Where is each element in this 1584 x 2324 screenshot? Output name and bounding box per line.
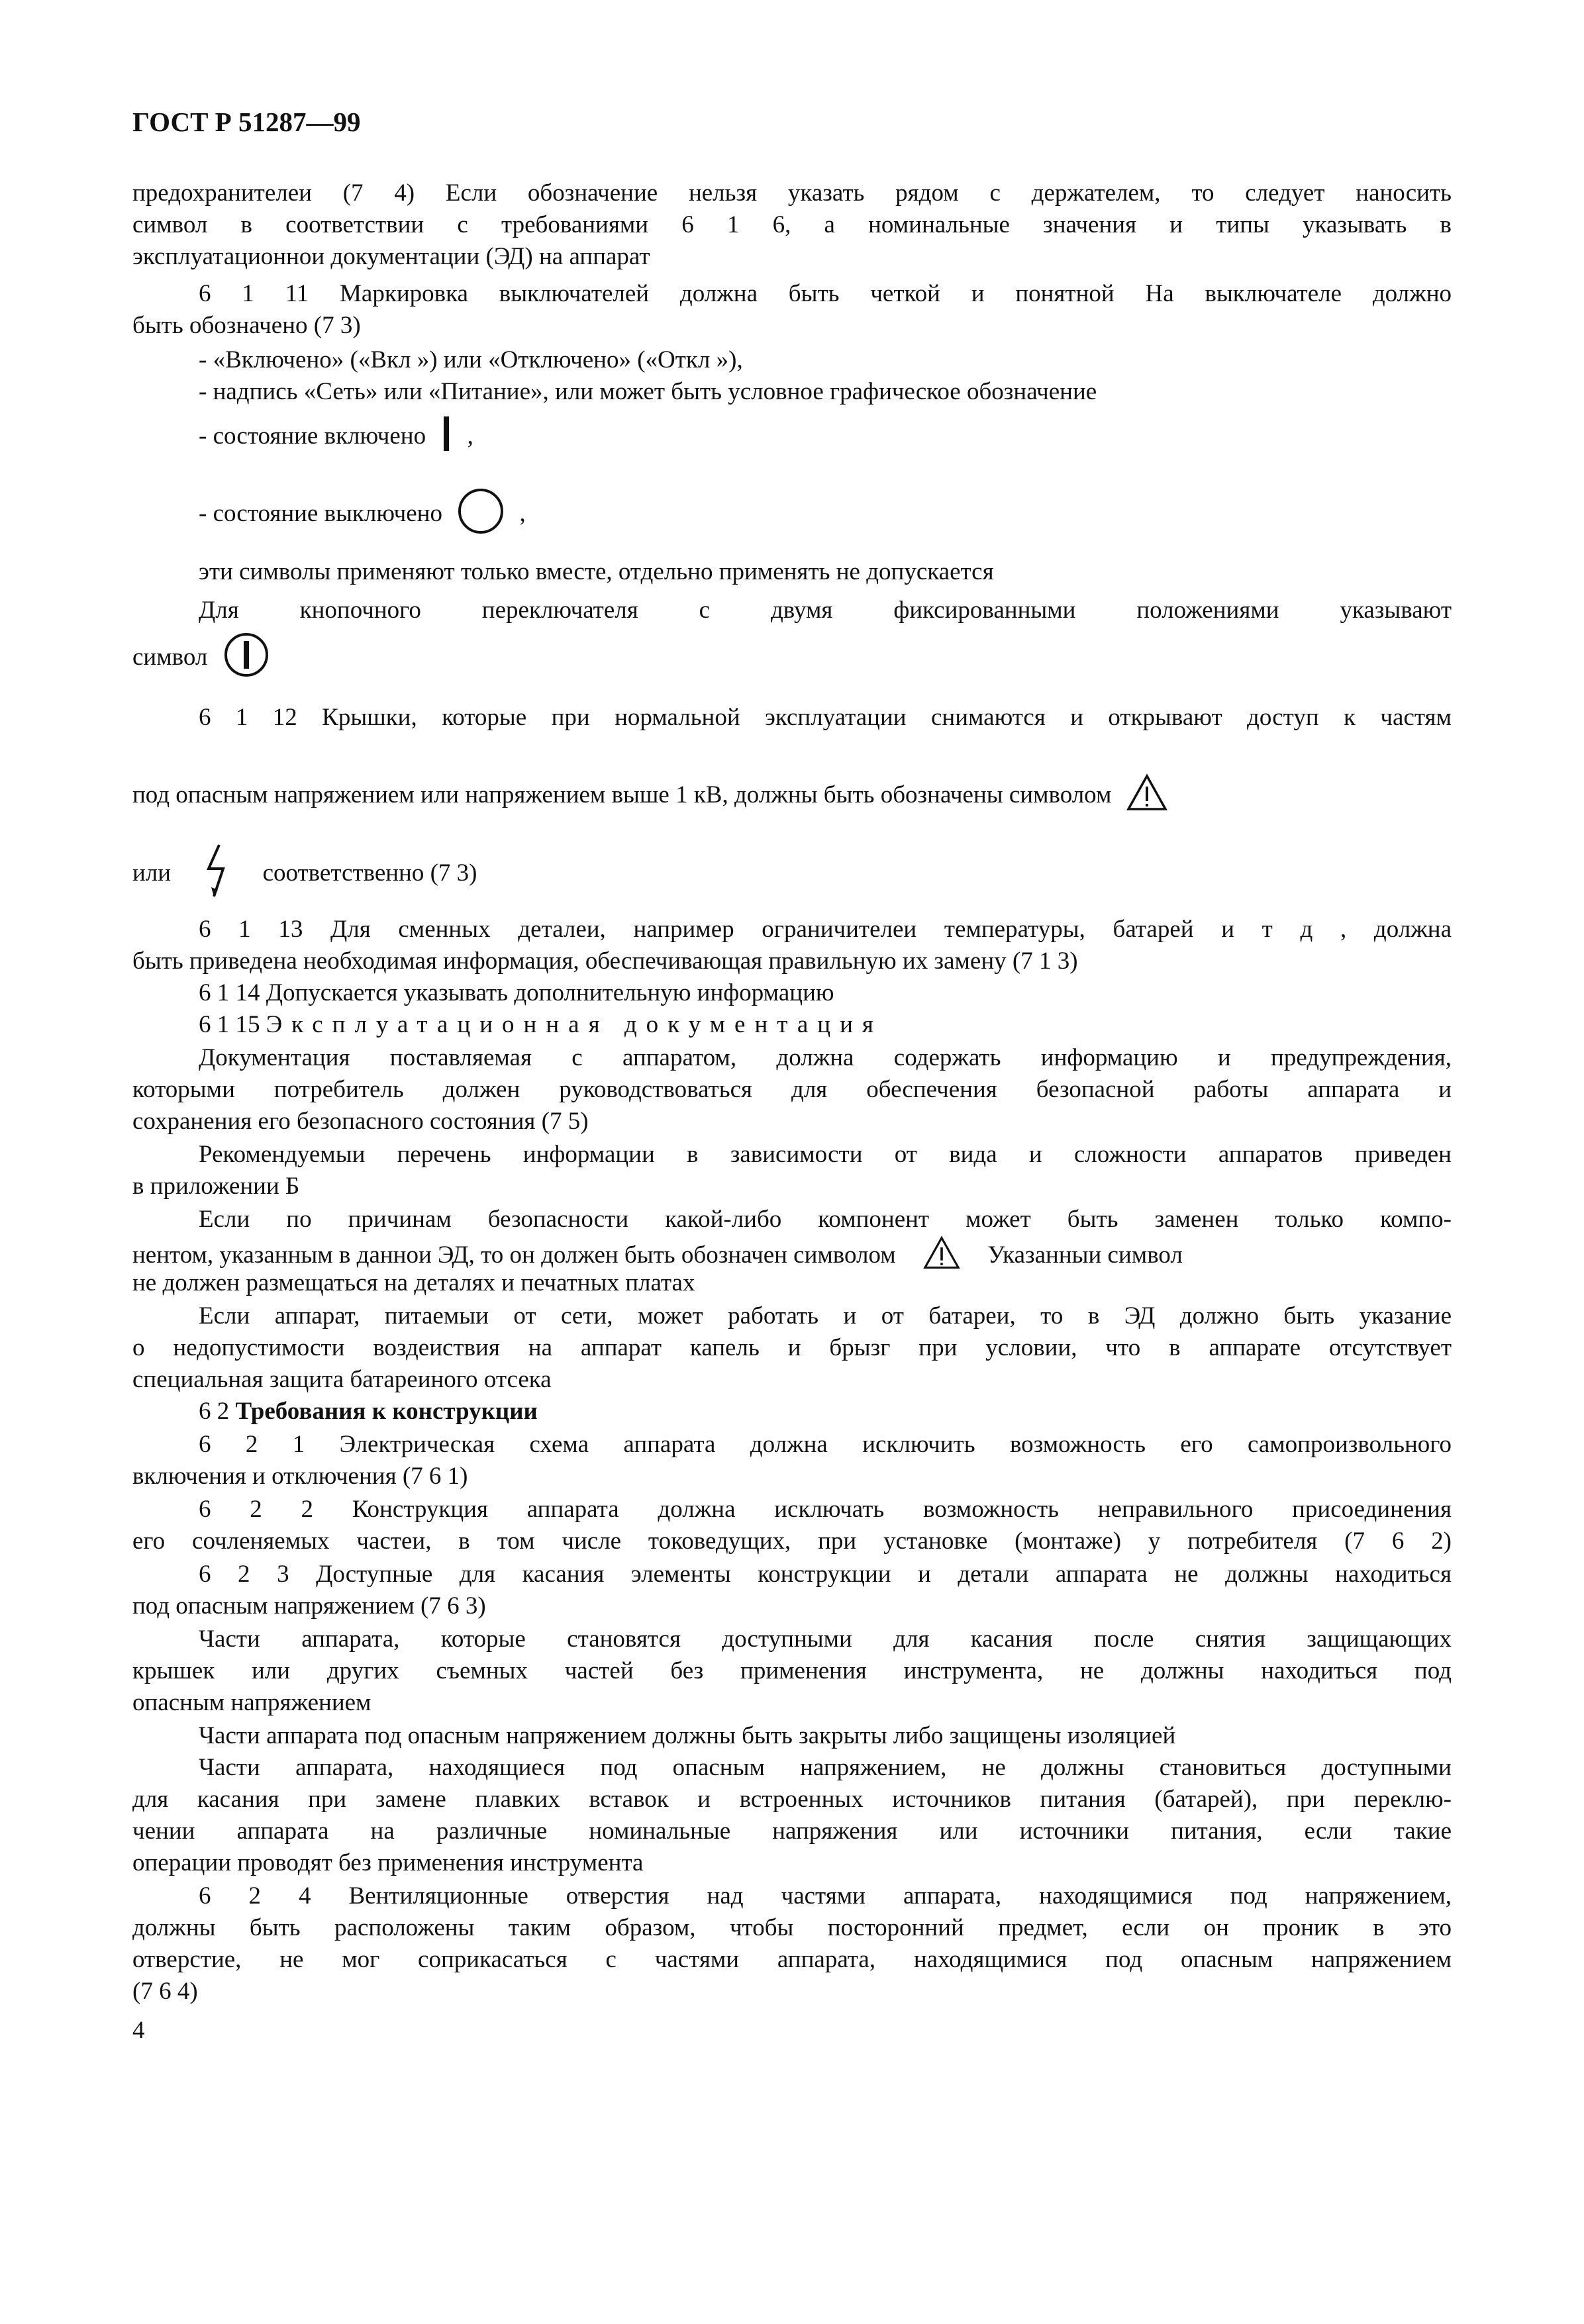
text-fragment: под опасным напряжением или напряжением выше 1 кВ, должны быть обозначены символом <box>132 781 1112 808</box>
text-line: специальная защита батареиного отсека <box>132 1366 552 1393</box>
text-line: должны быть расположены таким образом, чтобы посторонний предмет, если он проник в это <box>132 1914 1452 1941</box>
text-line: - «Включено» («Вкл ») или «Отключено» («Откл »), <box>199 346 743 373</box>
text-line: отверстие, не мог соприкасаться с частями аппарата, находящимися под опасным напряжением <box>132 1946 1452 1973</box>
text-line: Документация поставляемая с аппаратом, должна содержать информацию и предупреждения, <box>199 1044 1452 1071</box>
text-line: опасным напряжением <box>132 1689 371 1716</box>
text-line: для касания при замене плавких вставок и встроенных источников питания (батарей), при переклю- <box>132 1786 1452 1813</box>
high-voltage-symbol-icon <box>203 841 230 909</box>
text-line: включения и отключения (7 6 1) <box>132 1463 468 1490</box>
section-title: Требования к конструкции <box>235 1398 538 1425</box>
text-line: Рекомендуемыи перечень информации в зависимости от вида и сложности аппаратов приведен <box>199 1141 1452 1168</box>
text-line <box>132 630 1452 688</box>
text-line: Части аппарата, которые становятся доступными для касания после снятия защищающих <box>199 1625 1452 1653</box>
power-off-symbol-icon <box>456 487 505 544</box>
text-line: - надпись «Сеть» или «Питание», или может быть условное графическое обозначение <box>199 378 1097 405</box>
text-line <box>132 773 1457 820</box>
text-line: Если аппарат, питаемыи от сети, может работать и от батареи, то в ЭД должно быть указание <box>199 1302 1452 1330</box>
text-line: 6 2 2 Конструкция аппарата должна исключать возможность неправильного присоединения <box>199 1496 1452 1523</box>
document-header: ГОСТ Р 51287—99 <box>132 107 361 137</box>
warning-triangle-icon <box>1126 773 1168 820</box>
text-line: Части аппарата под опасным напряжением должны быть закрыты либо защищены изоляцией <box>199 1722 1176 1749</box>
text-line <box>199 487 1452 544</box>
section-heading <box>199 1396 1452 1428</box>
push-toggle-symbol-icon <box>222 630 271 688</box>
text-fragment: Указанныи символ <box>987 1241 1183 1269</box>
text-fragment: нентом, указанным в даннои ЭД, то он должен быть обозначен символом <box>132 1241 896 1269</box>
text-fragment: символ <box>132 643 208 671</box>
text-line: эти символы применяют только вместе, отдельно применять не допускается <box>199 558 994 585</box>
list-item-text: - состояние включено <box>199 422 426 450</box>
text-line: под опасным напряжением (7 6 3) <box>132 1592 486 1620</box>
page-number: 4 <box>132 2017 145 2044</box>
text-line: операции проводят без применения инструмента <box>132 1849 644 1876</box>
text-line: в приложении Б <box>132 1173 300 1200</box>
text-line: его сочленяемых частеи, в том числе токоведущих, при установке (монтаже) у потребителя (7 6 2) <box>132 1527 1452 1555</box>
text-line: предохранителеи (7 4) Если обозначение нельзя указать рядом с держателем, то следует наносить <box>132 179 1452 207</box>
text-line: 6 1 14 Допускается указывать дополнительную информацию <box>199 979 834 1006</box>
text-line: 6 1 11 Маркировка выключателей должна быть четкой и понятной На выключателе должно <box>199 280 1452 307</box>
text-line: (7 6 4) <box>132 1978 198 2005</box>
text-line: эксплуатационнои документации (ЭД) на аппарат <box>132 243 650 270</box>
section-number: 6 2 <box>199 1398 230 1425</box>
text-line: 6 2 4 Вентиляционные отверстия над частями аппарата, находящимися под напряжением, <box>199 1882 1452 1910</box>
text-line: быть обозначено (7 3) <box>132 312 361 339</box>
text-line: 6 1 12 Крышки, которые при нормальной эксплуатации снимаются и открывают доступ к частям <box>199 704 1452 731</box>
text-line <box>199 414 1452 462</box>
text-line: чении аппарата на различные номинальные напряжения или источники питания, если такие <box>132 1817 1452 1845</box>
section-title: Эксплуатационная документация <box>266 1011 883 1038</box>
punctuation: , <box>467 422 473 450</box>
text-line: Части аппарата, находящиеся под опасным напряжением, не должны становиться доступными <box>199 1754 1452 1781</box>
punctuation: , <box>519 499 526 527</box>
text-line: быть приведена необходимая информация, обеспечивающая правильную их замену (7 1 3) <box>132 947 1078 975</box>
section-heading <box>199 1009 1452 1041</box>
section-number: 6 1 15 <box>199 1011 260 1038</box>
text-line: о недопустимости воздеиствия на аппарат капель и брызг при условии, что в аппарате отсутствует <box>132 1334 1452 1361</box>
text-line: которыми потребитель должен руководствоваться для обеспечения безопасной работы аппарата и <box>132 1076 1452 1103</box>
text-line: крышек или других съемных частей без применения инструмента, не должны находиться под <box>132 1657 1452 1684</box>
text-line: Для кнопочного переключателя с двумя фиксированными положениями указывают <box>199 597 1452 624</box>
list-item-text: - состояние выключено <box>199 499 442 527</box>
text-fragment: или <box>132 859 172 887</box>
text-line: Если по причинам безопасности какой-либо компонент может быть заменен только компо- <box>199 1206 1452 1233</box>
text-line: 6 2 3 Доступные для касания элементы конструкции и детали аппарата не должны находиться <box>199 1561 1452 1588</box>
text-line: не должен размещаться на деталях и печатных платах <box>132 1269 695 1296</box>
power-on-symbol-icon <box>440 414 453 462</box>
text-line: символ в соответствии с требованиями 6 1 6, а номинальные значения и типы указывать в <box>132 211 1452 238</box>
text-line: сохранения его безопасного состояния (7 5) <box>132 1108 589 1135</box>
text-line: 6 2 1 Электрическая схема аппарата должна исключить возможность его самопроизвольного <box>199 1431 1452 1458</box>
text-line <box>132 841 1452 909</box>
text-line: 6 1 13 Для сменных деталеи, например ограничителеи температуры, батарей и т д , должна <box>199 916 1452 943</box>
text-fragment: соответственно (7 3) <box>262 859 477 887</box>
